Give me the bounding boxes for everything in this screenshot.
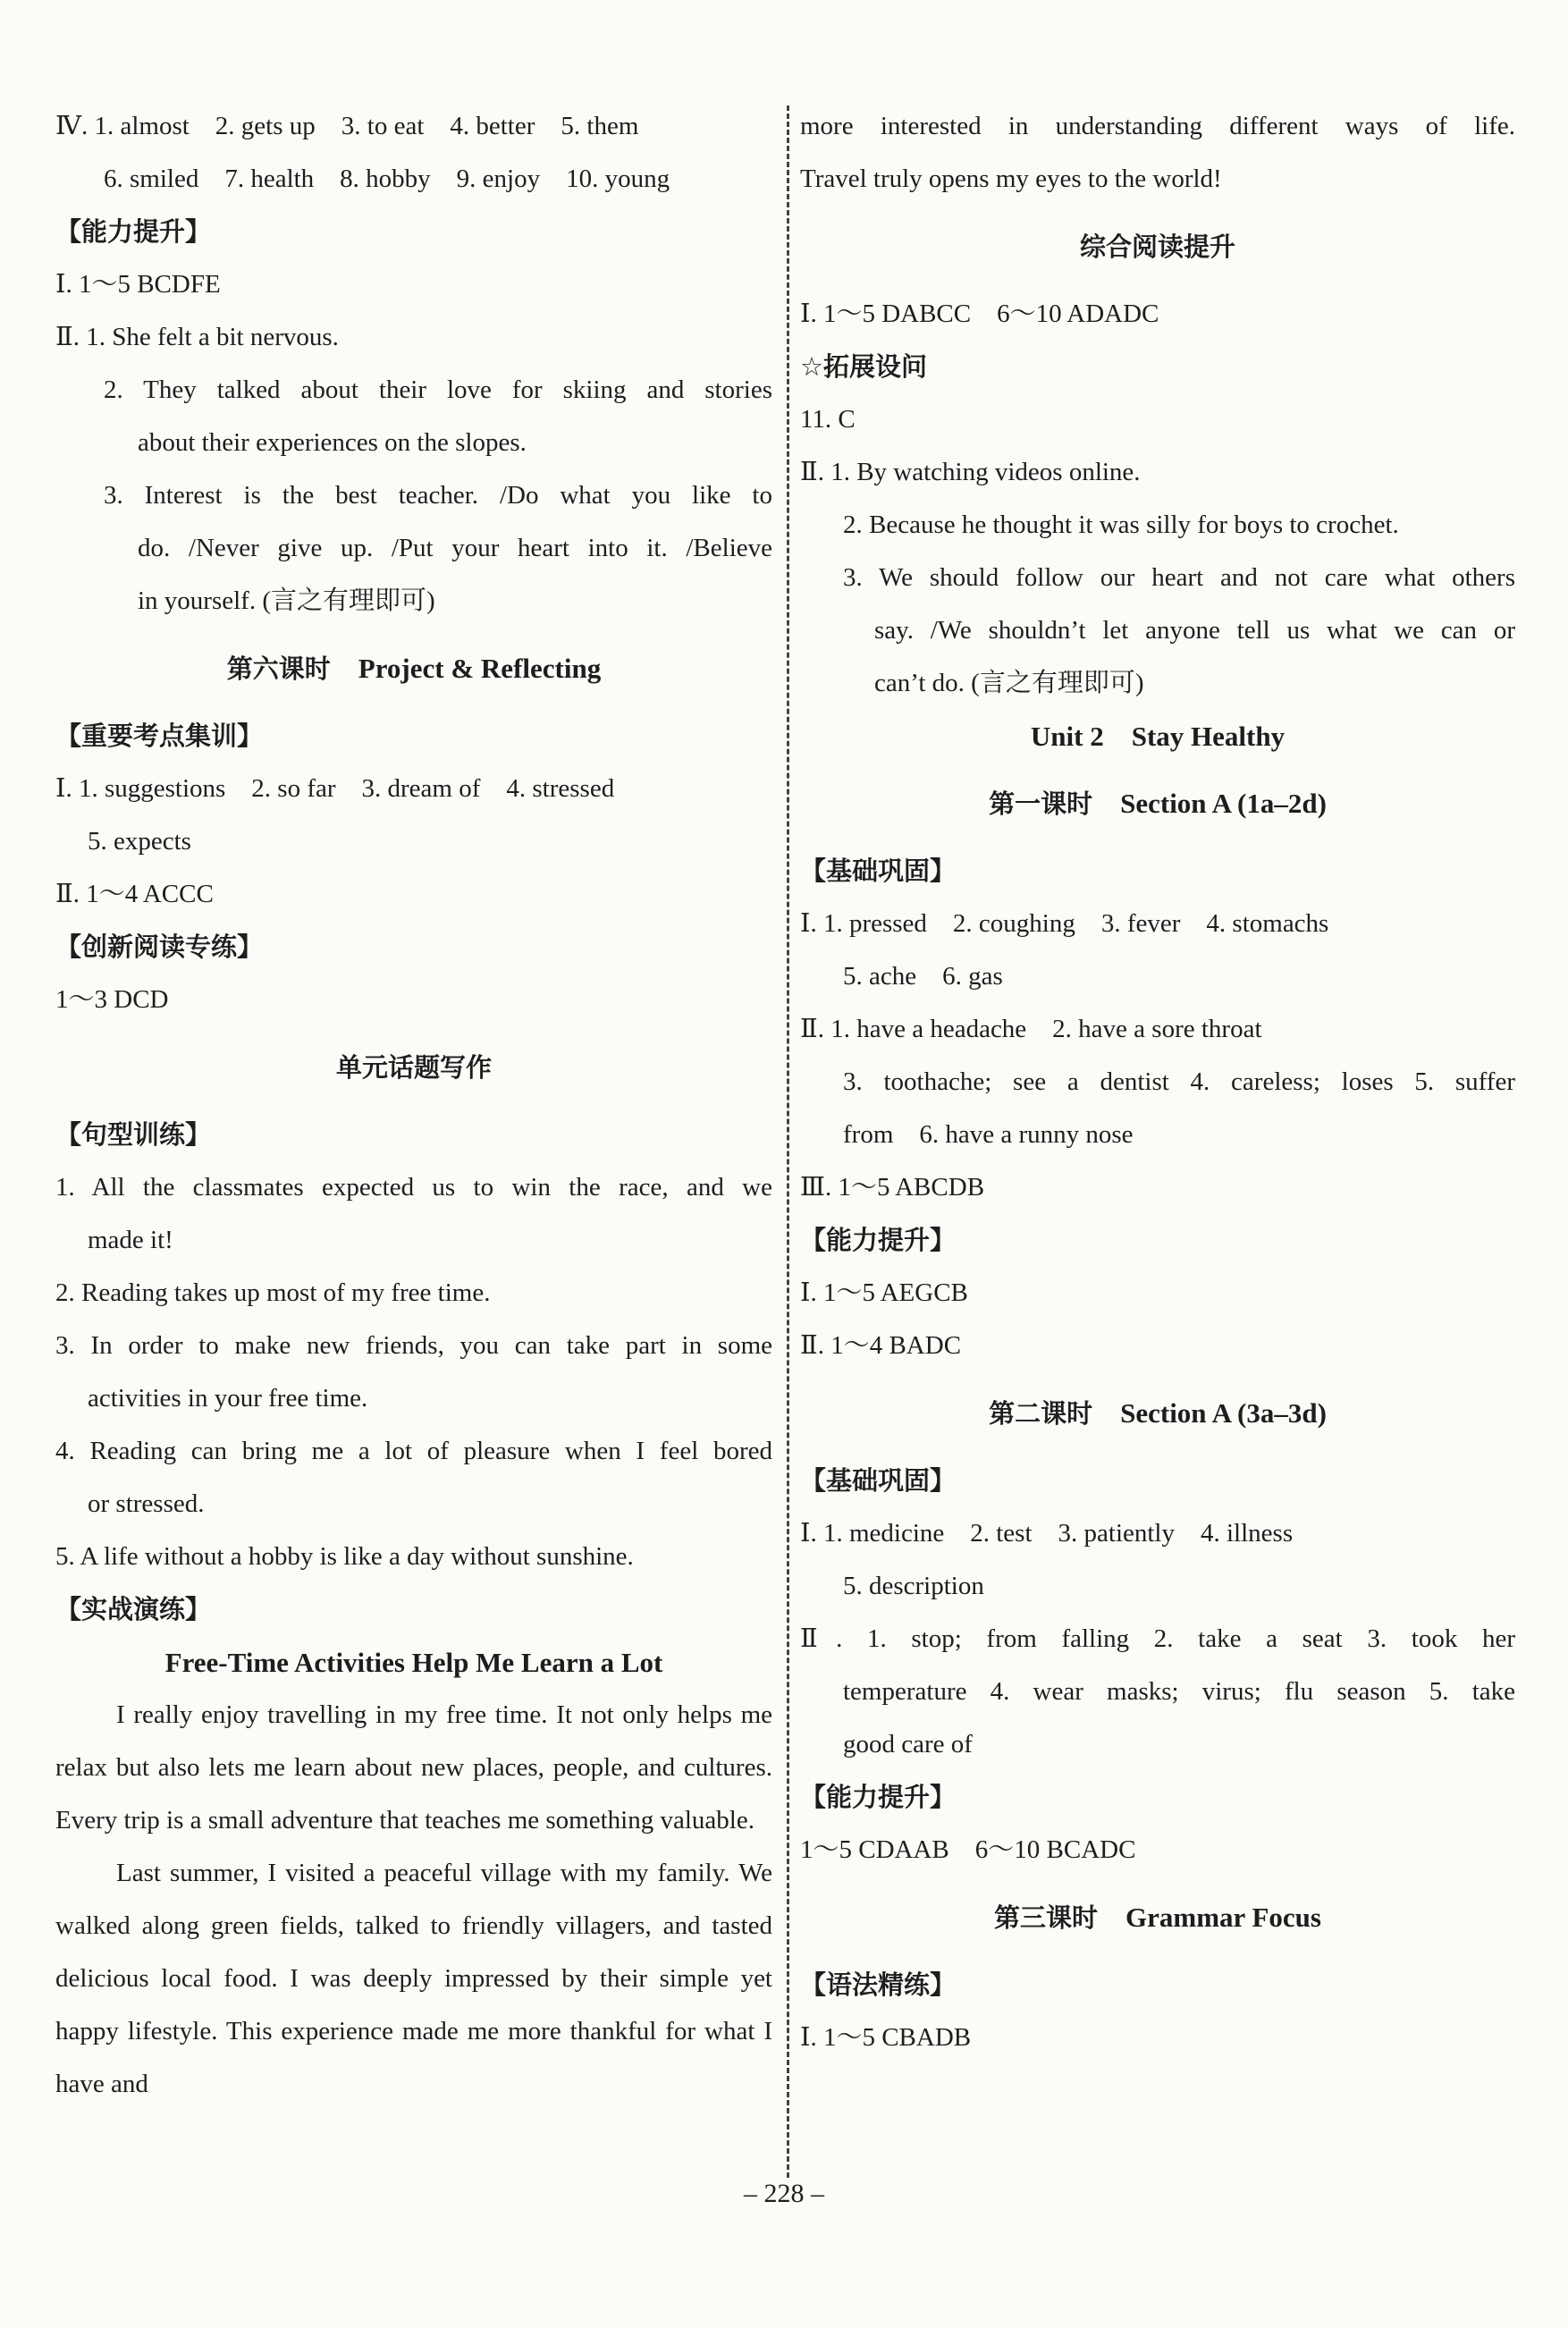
lesson-title bbox=[800, 1372, 1515, 1455]
answer-line: Ⅰ. 1～5 AEGCB bbox=[800, 1278, 968, 1307]
section-heading: 【能力提升】 bbox=[800, 1782, 957, 1812]
lesson-title bbox=[800, 1877, 1515, 1959]
answer-line: 3. In order to make new friends, you can take part in some bbox=[55, 1331, 772, 1360]
answer-line: made it! bbox=[88, 1226, 173, 1254]
answer-line: 1～3 DCD bbox=[55, 985, 169, 1014]
answer-line: Ⅱ. 1～4 BADC bbox=[800, 1331, 962, 1360]
answer-line: 2. Reading takes up most of my free time. bbox=[55, 1278, 491, 1307]
answer-line: Ⅲ. 1～5 ABCDB bbox=[800, 1173, 985, 1202]
lesson-title-cn: 单元话题写作 bbox=[335, 1052, 492, 1083]
answer-line: Ⅱ. 1. have a headache 2. have a sore throat bbox=[800, 1015, 1262, 1043]
essay-continuation: Travel truly opens my eyes to the world! bbox=[800, 164, 1222, 193]
section-heading: 【重要考点集训】 bbox=[55, 721, 264, 751]
section-heading: 【实战演练】 bbox=[55, 1594, 212, 1624]
column-divider bbox=[787, 105, 789, 2178]
section-heading: 【创新阅读专练】 bbox=[55, 932, 264, 962]
essay-paragraph: Last summer, I visited a peaceful village with my family. We walked along green fields, talked to friendly villagers, and tasted delicious local food. I was deeply impressed by their simple yet happy lifestyle. This experience made me more thankful for what I have and bbox=[55, 1859, 772, 2098]
lesson-title bbox=[55, 1026, 772, 1109]
answer-line: in yourself. (言之有理即可) bbox=[138, 586, 435, 615]
answer-line: 5. A life without a hobby is like a day without sunshine. bbox=[55, 1542, 634, 1571]
answer-line: from 6. have a runny nose bbox=[843, 1120, 1134, 1149]
answer-line: 6. smiled 7. health 8. hobby 9. enjoy 10. young bbox=[104, 164, 670, 193]
answer-line: temperature 4. wear masks; virus; flu season 5. take bbox=[843, 1677, 1515, 1706]
lesson-title-cn: 第一课时 bbox=[989, 789, 1093, 819]
lesson-title bbox=[55, 628, 772, 710]
answer-line: Ⅰ. 1～5 BCDFE bbox=[55, 270, 221, 299]
lesson-title-en: Section A (1a–2d) bbox=[1120, 788, 1327, 819]
answer-line: good care of bbox=[843, 1730, 973, 1759]
answer-line: do. /Never give up. /Put your heart into it. /Believe bbox=[138, 534, 772, 562]
essay-title: Free-Time Activities Help Me Learn a Lot bbox=[164, 1647, 663, 1678]
answer-line: Ⅰ. 1. pressed 2. coughing 3. fever 4. stomachs bbox=[800, 909, 1329, 938]
answer-line: Ⅰ. 1～5 DABCC 6～10 ADADC bbox=[800, 299, 1159, 328]
answer-line: 11. C bbox=[800, 405, 856, 434]
right-column bbox=[800, 100, 1515, 2064]
section-heading: 【能力提升】 bbox=[55, 216, 212, 247]
answer-line: can’t do. (言之有理即可) bbox=[874, 669, 1144, 697]
answer-line: activities in your free time. bbox=[88, 1384, 368, 1413]
left-column bbox=[55, 100, 772, 2111]
answer-line: 1～5 CDAAB 6～10 BCADC bbox=[800, 1835, 1136, 1864]
lesson-title bbox=[800, 206, 1515, 288]
answer-line: 3. toothache; see a dentist 4. careless; loses 5. suffer bbox=[843, 1067, 1515, 1096]
answer-line: about their experiences on the slopes. bbox=[138, 428, 527, 457]
section-heading: 【基础巩固】 bbox=[800, 1465, 957, 1496]
answer-line: 2. They talked about their love for skiing and stories bbox=[104, 375, 772, 404]
answer-line: Ⅱ. 1～4 ACCC bbox=[55, 880, 214, 908]
lesson-title-cn: 第二课时 bbox=[989, 1398, 1093, 1429]
answer-line: Ⅱ. 1. By watching videos online. bbox=[800, 458, 1141, 486]
answer-line: 2. Because he thought it was silly for boys to crochet. bbox=[843, 510, 1399, 539]
answer-line: 5. description bbox=[843, 1572, 984, 1600]
section-heading: 【能力提升】 bbox=[800, 1225, 957, 1255]
answer-line: or stressed. bbox=[88, 1489, 205, 1518]
answer-line: Ⅰ. 1. medicine 2. test 3. patiently 4. illness bbox=[800, 1519, 1294, 1548]
answer-line: Ⅳ. 1. almost 2. gets up 3. to eat 4. better 5. them bbox=[55, 112, 639, 140]
essay-paragraph: I really enjoy travelling in my free time. It not only helps me relax but also lets me learn about new places, people, and cultures. Every trip is a small adventure that teaches me something valuable. bbox=[55, 1700, 772, 1835]
answer-line: say. /We shouldn’t let anyone tell us what we can or bbox=[874, 616, 1515, 645]
lesson-title-en: Grammar Focus bbox=[1125, 1902, 1321, 1933]
lesson-title-cn: 综合阅读提升 bbox=[1079, 232, 1235, 262]
page-number: – 228 – bbox=[744, 2179, 824, 2208]
answer-line: 4. Reading can bring me a lot of pleasure when I feel bored bbox=[55, 1437, 772, 1465]
answer-line: 5. expects bbox=[88, 827, 191, 856]
lesson-title-en: Project & Reflecting bbox=[358, 653, 602, 684]
answer-line: Ⅱ. 1. stop; from falling 2. take a seat 3. took her bbox=[800, 1624, 1515, 1653]
section-heading: 【语法精练】 bbox=[800, 1970, 957, 2000]
answer-line: Ⅰ. 1～5 CBADB bbox=[800, 2023, 972, 2052]
answer-line: Ⅱ. 1. She felt a bit nervous. bbox=[55, 323, 339, 351]
section-heading: 【句型训练】 bbox=[55, 1119, 212, 1150]
answer-line: Ⅰ. 1. suggestions 2. so far 3. dream of 4. stressed bbox=[55, 774, 615, 803]
lesson-title bbox=[800, 763, 1515, 845]
unit-title: Unit 2 Stay Healthy bbox=[1030, 721, 1286, 752]
answer-line: 3. We should follow our heart and not care what others bbox=[843, 563, 1515, 592]
section-heading: ☆拓展设问 bbox=[800, 351, 927, 382]
answer-line: 3. Interest is the best teacher. /Do what you like to bbox=[104, 481, 772, 510]
lesson-title-cn: 第六课时 bbox=[226, 654, 331, 684]
section-heading: 【基础巩固】 bbox=[800, 856, 957, 886]
lesson-title-cn: 第三课时 bbox=[994, 1902, 1099, 1933]
answer-line: 1. All the classmates expected us to win the race, and we bbox=[55, 1173, 772, 1202]
lesson-title-en: Section A (3a–3d) bbox=[1120, 1397, 1327, 1429]
essay-continuation: more interested in understanding different ways of life. bbox=[800, 112, 1515, 140]
answer-line: 5. ache 6. gas bbox=[843, 962, 1003, 991]
